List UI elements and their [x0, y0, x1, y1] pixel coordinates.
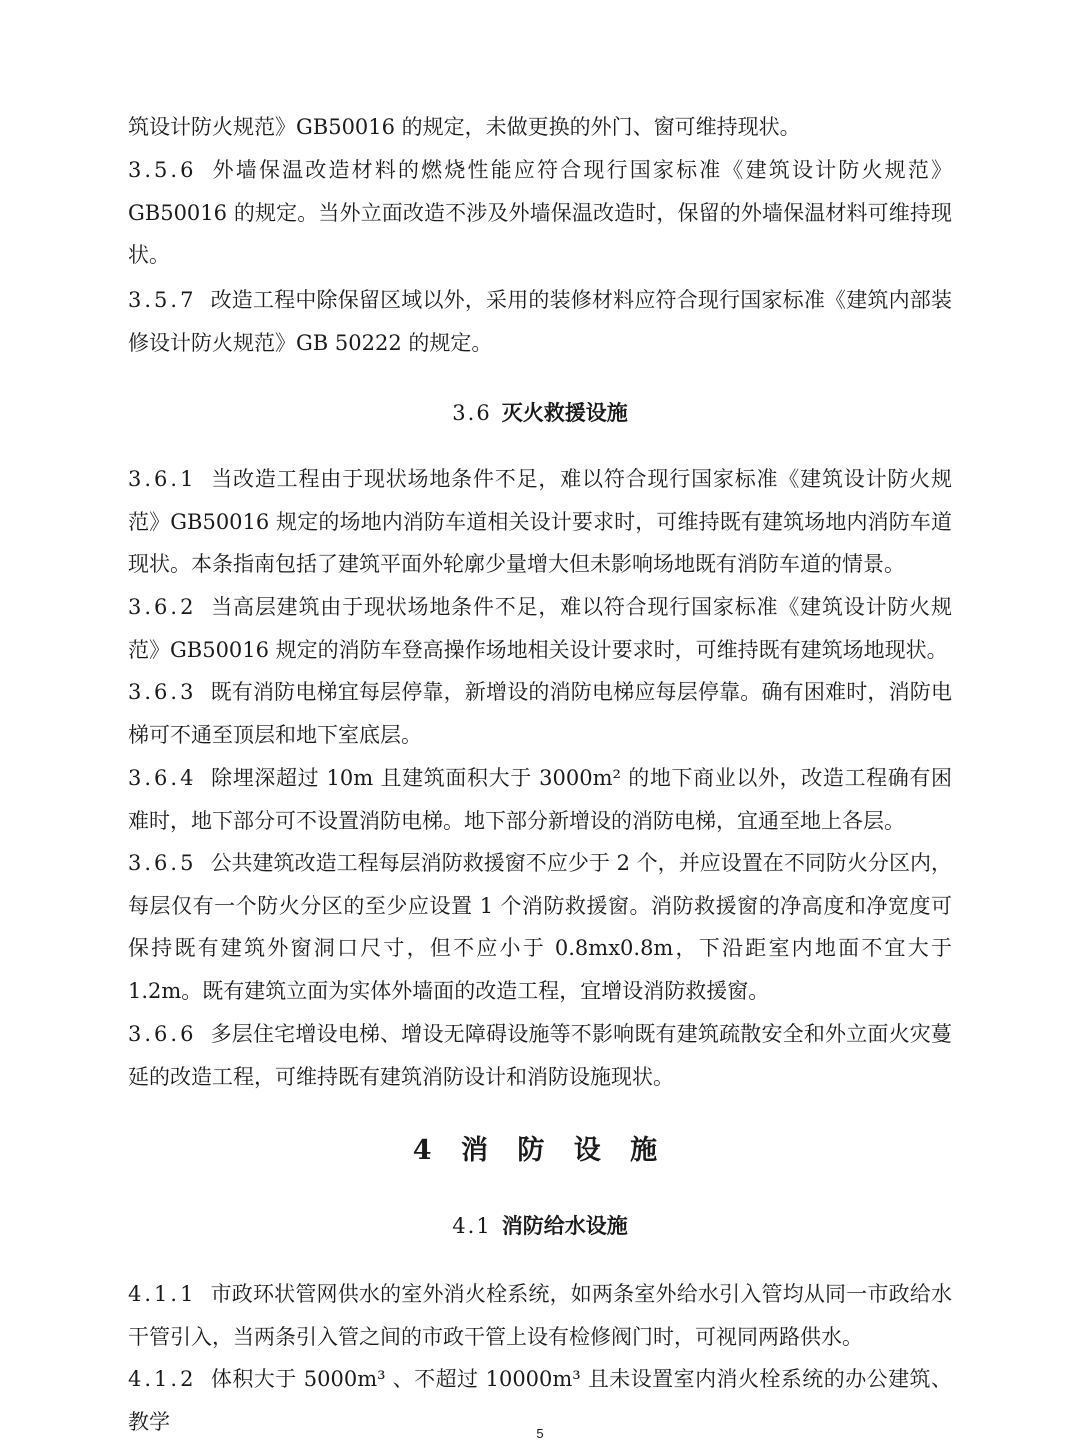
section-title-text: 消防给水设施	[501, 1213, 628, 1238]
section-title-4-1	[0, 1210, 1080, 1240]
clause-text: 市政环状管网供水的室外消火栓系统，如两条室外给水引入管均从同一市政给水干管引入，当两条引入管之间的市政干管上设有检修阀门时，可视同两路供水。	[128, 1282, 952, 1349]
clause-3-6-6	[128, 1013, 952, 1098]
page-number: 5	[536, 1426, 544, 1441]
section-number: 4.1	[452, 1214, 492, 1238]
section-number: 3.6	[452, 401, 492, 425]
clause-3-6-2	[128, 586, 952, 671]
clause-number: 3.6.1	[128, 467, 197, 491]
clause-text: 当高层建筑由于现状场地条件不足，难以符合现行国家标准《建筑设计防火规范》GB50016 规定的消防车登高操作场地相关设计要求时，可维持既有建筑场地现状。	[128, 595, 952, 662]
clause-text: 除埋深超过 10m 且建筑面积大于 3000m² 的地下商业以外，改造工程确有困难时，地下部分可不设置消防电梯。地下部分新增设的消防电梯，宜通至地上各层。	[128, 766, 952, 833]
clause-3-6-3	[128, 671, 952, 756]
clause-text: 公共建筑改造工程每层消防救援窗不应少于 2 个，并应设置在不同防火分区内，每层仅有一个防火分区的至少应设置 1 个消防救援窗。消防救援窗的净高度和净宽度可保持既有建筑外窗洞口尺寸，但不应小于 0.8mx0.8m，下沿距室内地面不宜大于 1.2m。既有建筑立面为实体外墙面的改造工程，宜增设消防救援窗。	[128, 851, 952, 1003]
clause-text: 改造工程中除保留区域以外，采用的装修材料应符合现行国家标准《建筑内部装修设计防火规范》GB 50222 的规定。	[128, 288, 952, 355]
clause-3-5-6	[128, 149, 952, 277]
clause-text: 既有消防电梯宜每层停靠，新增设的消防电梯应每层停靠。确有困难时，消防电梯可不通至顶层和地下室底层。	[128, 680, 952, 747]
clause-3-5-7	[128, 279, 952, 364]
paragraph-continuation	[128, 106, 952, 149]
clause-number: 3.6.3	[128, 680, 197, 704]
clause-number: 4.1.2	[128, 1367, 197, 1391]
clause-number: 3.6.4	[128, 766, 197, 790]
clause-text: 外墙保温改造材料的燃烧性能应符合现行国家标准《建筑设计防火规范》GB50016 的规定。当外立面改造不涉及外墙保温改造时，保留的外墙保温材料可维持现状。	[128, 158, 952, 267]
clause-3-6-5	[128, 842, 952, 1012]
clause-4-1-1	[128, 1273, 952, 1358]
clause-number: 3.5.6	[128, 158, 197, 182]
paragraph-text: 筑设计防火规范》GB50016 的规定，未做更换的外门、窗可维持现状。	[128, 115, 801, 139]
clause-number: 3.5.7	[128, 288, 197, 312]
clause-text: 体积大于 5000m³ 、不超过 10000m³ 且未设置室内消火栓系统的办公建筑、教学	[128, 1367, 952, 1434]
clause-text: 当改造工程由于现状场地条件不足，难以符合现行国家标准《建筑设计防火规范》GB50016 规定的场地内消防车道相关设计要求时，可维持既有建筑场地内消防车道现状。本条指南包括了建筑平面外轮廓少量增大但未影响场地既有消防车道的情景。	[128, 467, 952, 576]
clause-number: 4.1.1	[128, 1282, 197, 1306]
clause-number: 3.6.5	[128, 851, 197, 875]
clause-text: 多层住宅增设电梯、增设无障碍设施等不影响既有建筑疏散安全和外立面火灾蔓延的改造工程，可维持既有建筑消防设计和消防设施现状。	[128, 1022, 952, 1089]
clause-number: 3.6.2	[128, 595, 197, 619]
chapter-title: 4 消 防 设 施	[412, 1135, 668, 1166]
section-title-text: 灭火救援设施	[501, 400, 628, 425]
clause-3-6-4	[128, 757, 952, 842]
clause-number: 3.6.6	[128, 1022, 197, 1046]
clause-3-6-1	[128, 458, 952, 586]
section-title-3-6	[0, 397, 1080, 427]
